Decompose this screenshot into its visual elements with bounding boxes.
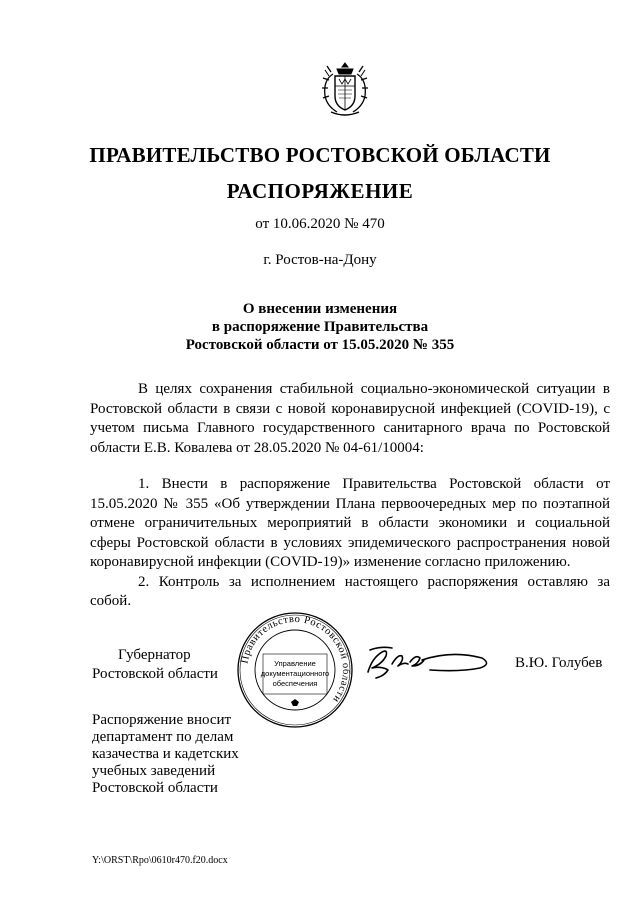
order-item-1: 1. Внести в распоряжение Правительства Ростовской области от 15.05.2020 № 355 «Об утверждении Плана первоочередных мер по поэтапной отмене ограничительных мероприятий в области экономики и социальной сферы Ростовской области в условиях эпидемического распространения новой коронавирусной инфекции (COVID-19)» изменение согласно приложению. xyxy=(90,476,610,570)
stamp-inner-line-2: документационного xyxy=(260,669,330,678)
signer-title xyxy=(92,646,252,684)
subject-line-2: в распоряжение Правительства xyxy=(211,319,429,335)
introduced-line-2: департамент по делам xyxy=(92,729,234,745)
stamp-outer-text: Правительство Ростовской области xyxy=(239,613,352,705)
stamp-inner-line-3: обеспечения xyxy=(272,679,318,688)
intro-text: В целях сохранения стабильной социально-экономической ситуации в Ростовской области в связи с новой коронавирусной инфекцией (COVID-19), с учетом письма Главного государственного санитарного врача по Ростовской области Е.В. Ковалева от 28.05.2020 № 04-61/10004: xyxy=(90,381,610,456)
government-title: ПРАВИТЕЛЬСТВО РОСТОВСКОЙ ОБЛАСТИ xyxy=(89,143,551,167)
stamp-inner-line-1: Управление xyxy=(274,659,316,668)
document-type: РАСПОРЯЖЕНИЕ xyxy=(226,179,414,203)
subject-line-1: О внесении изменения xyxy=(242,301,398,317)
order-item-2: 2. Контроль за исполнением настоящего распоряжения оставляю за собой. xyxy=(90,573,610,609)
introduced-line-5: Ростовской области xyxy=(92,780,218,796)
signature-icon xyxy=(362,640,497,685)
intro-paragraph xyxy=(90,380,610,458)
order-items xyxy=(90,475,610,612)
coat-of-arms-icon xyxy=(315,60,375,120)
file-path-footer: Y:\ORST\Rpo\0610r470.f20.docx xyxy=(92,855,228,866)
document-subject xyxy=(0,300,640,354)
introduced-by-block xyxy=(92,712,262,797)
subject-line-3: Ростовской области от 15.05.2020 № 355 xyxy=(185,337,455,353)
document-date-number: от 10.06.2020 № 470 xyxy=(255,216,385,232)
introduced-line-1: Распоряжение вносит xyxy=(92,712,232,728)
signer-position: Губернатор xyxy=(118,647,191,663)
introduced-line-3: казачества и кадетских xyxy=(92,746,239,762)
signer-region: Ростовской области xyxy=(92,666,218,682)
document-city: г. Ростов-на-Дону xyxy=(263,252,377,268)
signer-name: В.Ю. Голубев xyxy=(515,655,603,671)
introduced-line-4: учебных заведений xyxy=(92,763,216,779)
